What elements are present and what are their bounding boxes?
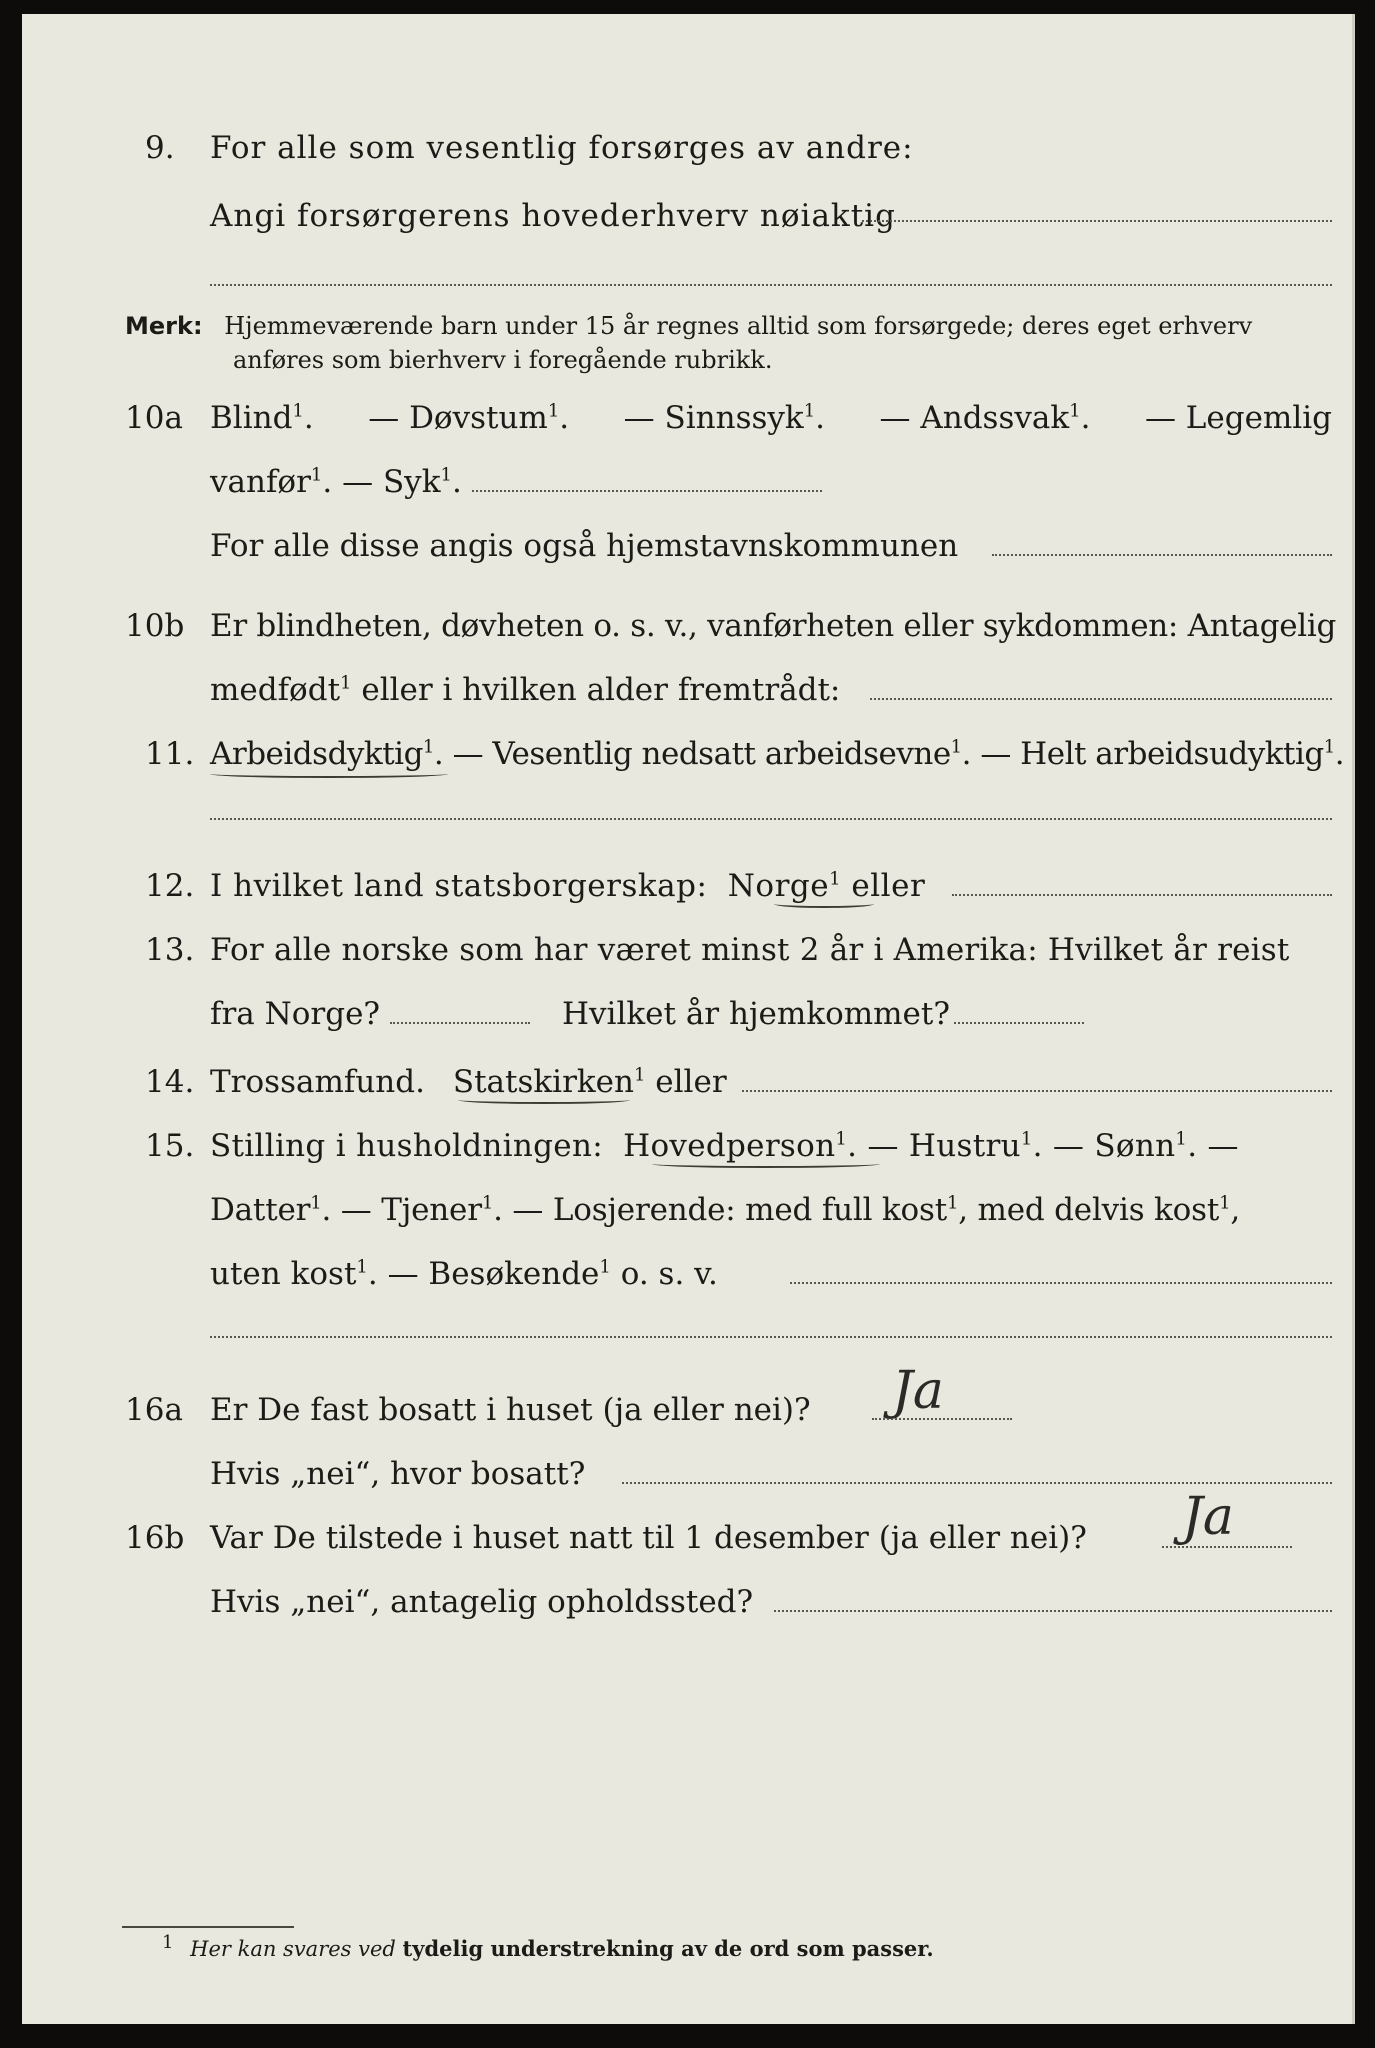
footnote: 1 Her kan svares ved tydelig understrekning av de ord som passer. bbox=[162, 1932, 934, 1961]
q13-hjemkommet-line[interactable] bbox=[954, 1022, 1084, 1024]
footnote-divider bbox=[122, 1926, 294, 1928]
q14-answer-line[interactable] bbox=[742, 1090, 1332, 1092]
merk-label: Merk: bbox=[125, 312, 203, 340]
q11-line: Arbeidsdyktig$^1$. — Vesentlig nedsatt arbeidsevne$^1$. — Helt arbeidsudyktig$^1$. bbox=[210, 736, 1345, 772]
q13-line2a: fra Norge? bbox=[210, 996, 381, 1032]
q9-line2: Angi forsørgerens hovederhverv nøiaktig bbox=[210, 198, 896, 234]
q10b-number: 10b bbox=[125, 608, 185, 644]
q10b-line1: Er blindheten, døvheten o. s. v., vanførheten eller sykdommen: Antagelig bbox=[210, 608, 1337, 644]
q16b-line2: Hvis „nei“, antagelig opholdssted? bbox=[210, 1584, 754, 1620]
option-dovstum[interactable]: — Døvstum bbox=[368, 400, 548, 436]
option-andssvak[interactable]: — Andssvak bbox=[879, 400, 1070, 436]
q15-number: 15. bbox=[145, 1128, 195, 1164]
q15-answer-line-2[interactable] bbox=[210, 1336, 1332, 1338]
underline-statskirken bbox=[458, 1096, 630, 1104]
option-hovedperson[interactable]: Hovedperson bbox=[623, 1128, 836, 1164]
underline-hovedperson bbox=[652, 1160, 880, 1168]
q16b-opholdssted-line[interactable] bbox=[774, 1610, 1332, 1612]
underline-arbeidsdyktig bbox=[210, 770, 448, 778]
q16a-number: 16a bbox=[125, 1392, 183, 1428]
q12-number: 12. bbox=[145, 868, 195, 904]
q9-answer-line[interactable] bbox=[862, 220, 1332, 222]
q16b-number: 16b bbox=[125, 1520, 185, 1556]
option-norge[interactable]: Norge bbox=[727, 868, 830, 904]
q12-answer-line[interactable] bbox=[952, 894, 1332, 896]
census-form-page bbox=[22, 14, 1355, 2024]
q10b-alder-line[interactable] bbox=[870, 698, 1332, 700]
q16b-line1: Var De tilstede i huset natt til 1 desember (ja eller nei)? bbox=[210, 1520, 1087, 1556]
merk-line1: Hjemmeværende barn under 15 år regnes alltid som forsørgede; deres eget erhverv bbox=[224, 312, 1253, 340]
q10a-syk-line[interactable] bbox=[472, 490, 822, 492]
q11-number: 11. bbox=[145, 736, 195, 772]
option-sinnssyk[interactable]: — Sinnssyk bbox=[623, 400, 804, 436]
q16b-handwritten-answer[interactable]: Ja bbox=[1182, 1487, 1234, 1547]
q13-line2b: Hvilket år hjemkommet? bbox=[562, 996, 950, 1032]
q16a-line2: Hvis „nei“, hvor bosatt? bbox=[210, 1456, 586, 1492]
option-syk[interactable]: — Syk bbox=[342, 464, 441, 500]
q10a-hjemstavn-line[interactable] bbox=[992, 554, 1332, 556]
q15-answer-line[interactable] bbox=[790, 1282, 1332, 1284]
q10b-line2: medfødt$^1$ eller i hvilken alder fremtrådt: bbox=[210, 672, 841, 708]
q13-reist-line[interactable] bbox=[390, 1022, 530, 1024]
q16a-line1: Er De fast bosatt i huset (ja eller nei)? bbox=[210, 1392, 811, 1428]
option-blind[interactable]: Blind bbox=[210, 400, 293, 436]
option-statskirken[interactable]: Statskirken bbox=[452, 1064, 634, 1100]
q15-line2: Datter$^1$. — Tjener$^1$. — Losjerende: med full kost$^1$, med delvis kost$^1$, bbox=[210, 1192, 1240, 1228]
q13-line1: For alle norske som har været minst 2 år i Amerika: Hvilket år reist bbox=[210, 932, 1290, 968]
q14-number: 14. bbox=[145, 1064, 195, 1100]
q16b-answer-line[interactable] bbox=[1162, 1546, 1292, 1548]
underline-norge bbox=[774, 900, 874, 908]
q9-answer-line-2[interactable] bbox=[210, 284, 1332, 286]
merk-line2: anføres som bierhverv i foregående rubrikk. bbox=[233, 346, 773, 374]
q13-number: 13. bbox=[145, 932, 195, 968]
q10a-number: 10a bbox=[125, 400, 183, 436]
q12-line: I hvilket land statsborgerskap: Norge$^1$ eller bbox=[210, 868, 926, 904]
q10a-line2: vanfør$^1$. — Syk$^1$. bbox=[210, 464, 462, 500]
q9-number: 9. bbox=[145, 130, 175, 166]
option-vanfor[interactable]: vanfør bbox=[210, 464, 311, 500]
q14-line: Trossamfund. Statskirken$^1$ eller bbox=[210, 1064, 727, 1100]
q15-line1: Stilling i husholdningen: Hovedperson$^1$. — Hustru$^1$. — Sønn$^1$. — bbox=[210, 1128, 1239, 1164]
option-legemlig[interactable]: — Legemlig bbox=[1144, 400, 1332, 436]
q11-answer-line[interactable] bbox=[210, 818, 1332, 820]
q15-line3: uten kost$^1$. — Besøkende$^1$ o. s. v. bbox=[210, 1256, 718, 1292]
q10a-line3: For alle disse angis også hjemstavnskommunen bbox=[210, 528, 959, 564]
q9-line1: For alle som vesentlig forsørges av andre: bbox=[210, 130, 914, 166]
option-arbeidsdyktig[interactable]: Arbeidsdyktig bbox=[210, 736, 423, 772]
q16a-handwritten-answer[interactable]: Ja bbox=[892, 1361, 944, 1421]
option-medfodt[interactable]: medfødt bbox=[210, 672, 341, 708]
q16a-answer-line[interactable] bbox=[872, 1418, 1012, 1420]
q10a-line1: Blind$^1$. — Døvstum$^1$. — Sinnssyk$^1$. — Andssvak$^1$. — Legemlig bbox=[210, 400, 1332, 436]
q16a-bosatt-line[interactable] bbox=[622, 1482, 1332, 1484]
